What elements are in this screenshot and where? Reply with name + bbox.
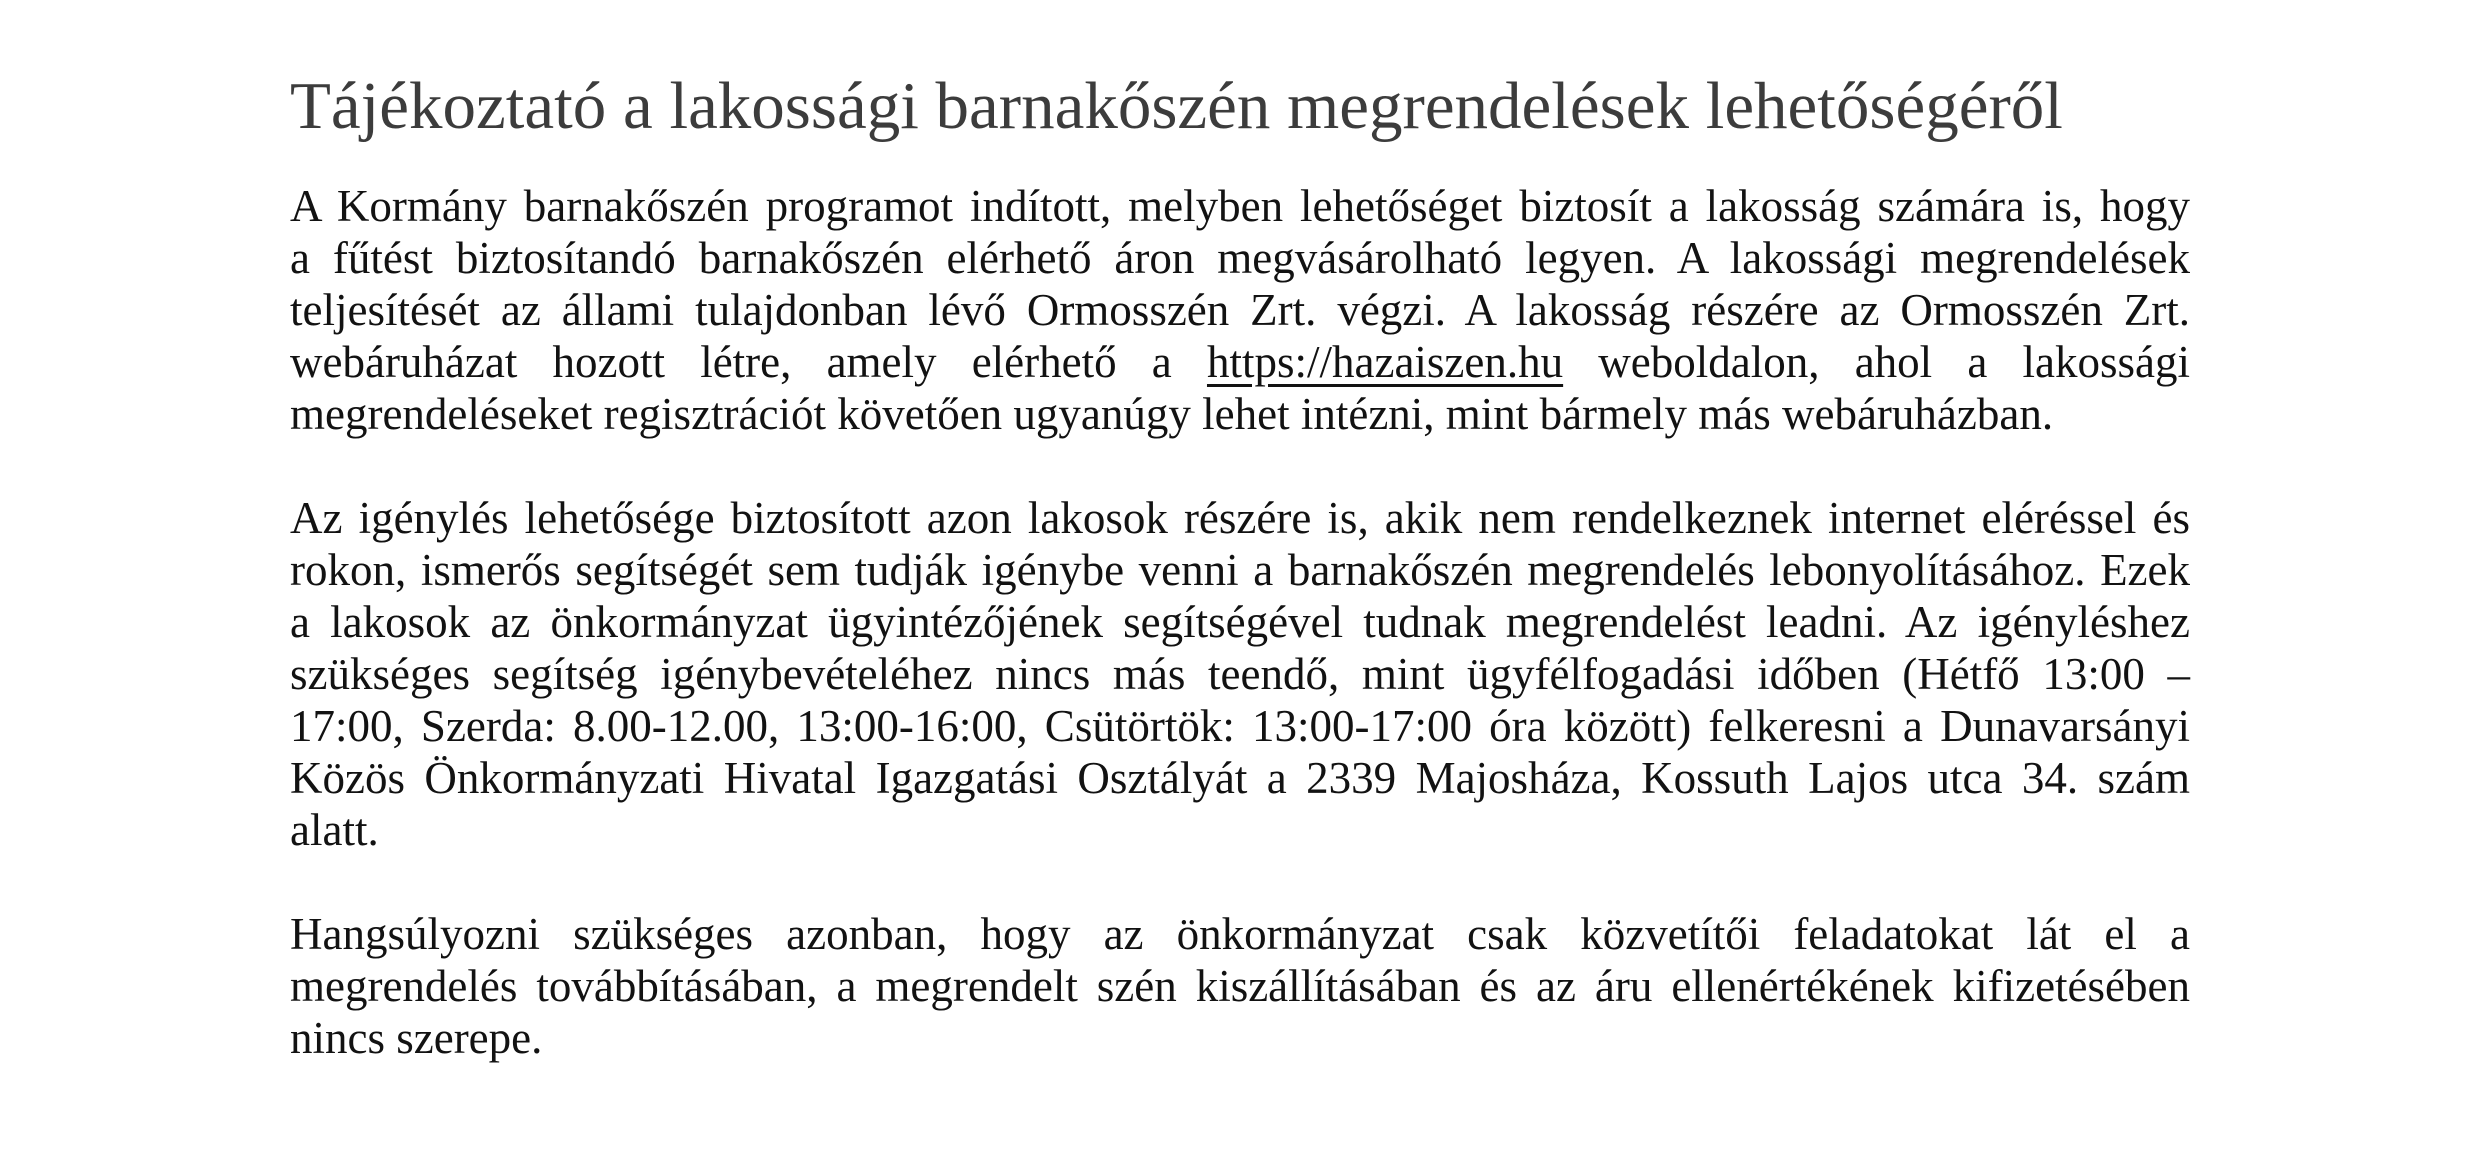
text-line bbox=[290, 804, 2190, 856]
text-line bbox=[290, 180, 2190, 232]
text-line bbox=[290, 700, 2190, 752]
text-line bbox=[290, 596, 2190, 648]
text-line bbox=[290, 648, 2190, 700]
text-segment: A Kormány barnakőszén programot indított, melyben lehetőséget biztosít a lakosság számára is, hogy bbox=[290, 181, 2190, 231]
document-content bbox=[290, 0, 2190, 1116]
text-segment: Hangsúlyozni szükséges azonban, hogy az önkormányzat csak közvetítői feladatokat lát el a bbox=[290, 909, 2190, 959]
hazaiszen-link[interactable]: https://hazaiszen.hu bbox=[1206, 337, 1564, 387]
text-segment: webáruházat hozott létre, amely elérhető a bbox=[290, 337, 1207, 387]
text-segment: Az igénylés lehetősége biztosított azon lakosok részére is, akik nem rendelkeznek internet eléréssel és bbox=[290, 493, 2190, 543]
document-title: Tájékoztató a lakossági barnakőszén megrendelések lehetőségéről bbox=[290, 69, 2063, 143]
text-segment: 17:00, Szerda: 8.00-12.00, 13:00-16:00, Csütörtök: 13:00-17:00 óra között) felkeresni a Dunavarsányi bbox=[290, 701, 2190, 751]
text-segment: a fűtést biztosítandó barnakőszén elérhető áron megvásárolható legyen. A lakossági megrendelések bbox=[290, 233, 2190, 283]
text-segment: nincs szerepe. bbox=[290, 1013, 543, 1063]
text-segment: rokon, ismerős segítségét sem tudják igénybe venni a barnakőszén megrendelés lebonyolításához. Ezek bbox=[290, 545, 2190, 595]
text-line bbox=[290, 232, 2190, 284]
text-line bbox=[290, 284, 2190, 336]
text-segment: a lakosok az önkormányzat ügyintézőjének segítségével tudnak megrendelést leadni. Az igényléshez bbox=[290, 597, 2190, 647]
paragraph bbox=[290, 908, 2190, 1064]
text-segment: weboldalon, ahol a lakossági bbox=[1563, 337, 2190, 387]
text-line bbox=[290, 1012, 2190, 1064]
text-line bbox=[290, 908, 2190, 960]
text-segment: teljesítését az állami tulajdonban lévő Ormosszén Zrt. végzi. A lakosság részére az Ormosszén Zrt. bbox=[290, 285, 2190, 335]
text-line bbox=[290, 492, 2190, 544]
document-body bbox=[290, 180, 2190, 1064]
text-segment: alatt. bbox=[290, 805, 379, 855]
text-line bbox=[290, 388, 2190, 440]
text-segment: megrendelés továbbításában, a megrendelt szén kiszállításában és az áru ellenértékének kifizetésében bbox=[290, 961, 2190, 1011]
text-line bbox=[290, 544, 2190, 596]
text-line bbox=[290, 752, 2190, 804]
paragraph bbox=[290, 180, 2190, 440]
text-segment: Közös Önkormányzati Hivatal Igazgatási Osztályát a 2339 Majosháza, Kossuth Lajos utca 34. szám bbox=[290, 753, 2190, 803]
text-line bbox=[290, 960, 2190, 1012]
paragraph bbox=[290, 492, 2190, 856]
text-segment: szükséges segítség igénybevételéhez nincs más teendő, mint ügyfélfogadási időben (Hétfő 13:00 – bbox=[290, 649, 2190, 699]
text-line bbox=[290, 336, 2190, 388]
text-segment: megrendeléseket regisztrációt követően ugyanúgy lehet intézni, mint bármely más webáruházban. bbox=[290, 389, 2054, 439]
